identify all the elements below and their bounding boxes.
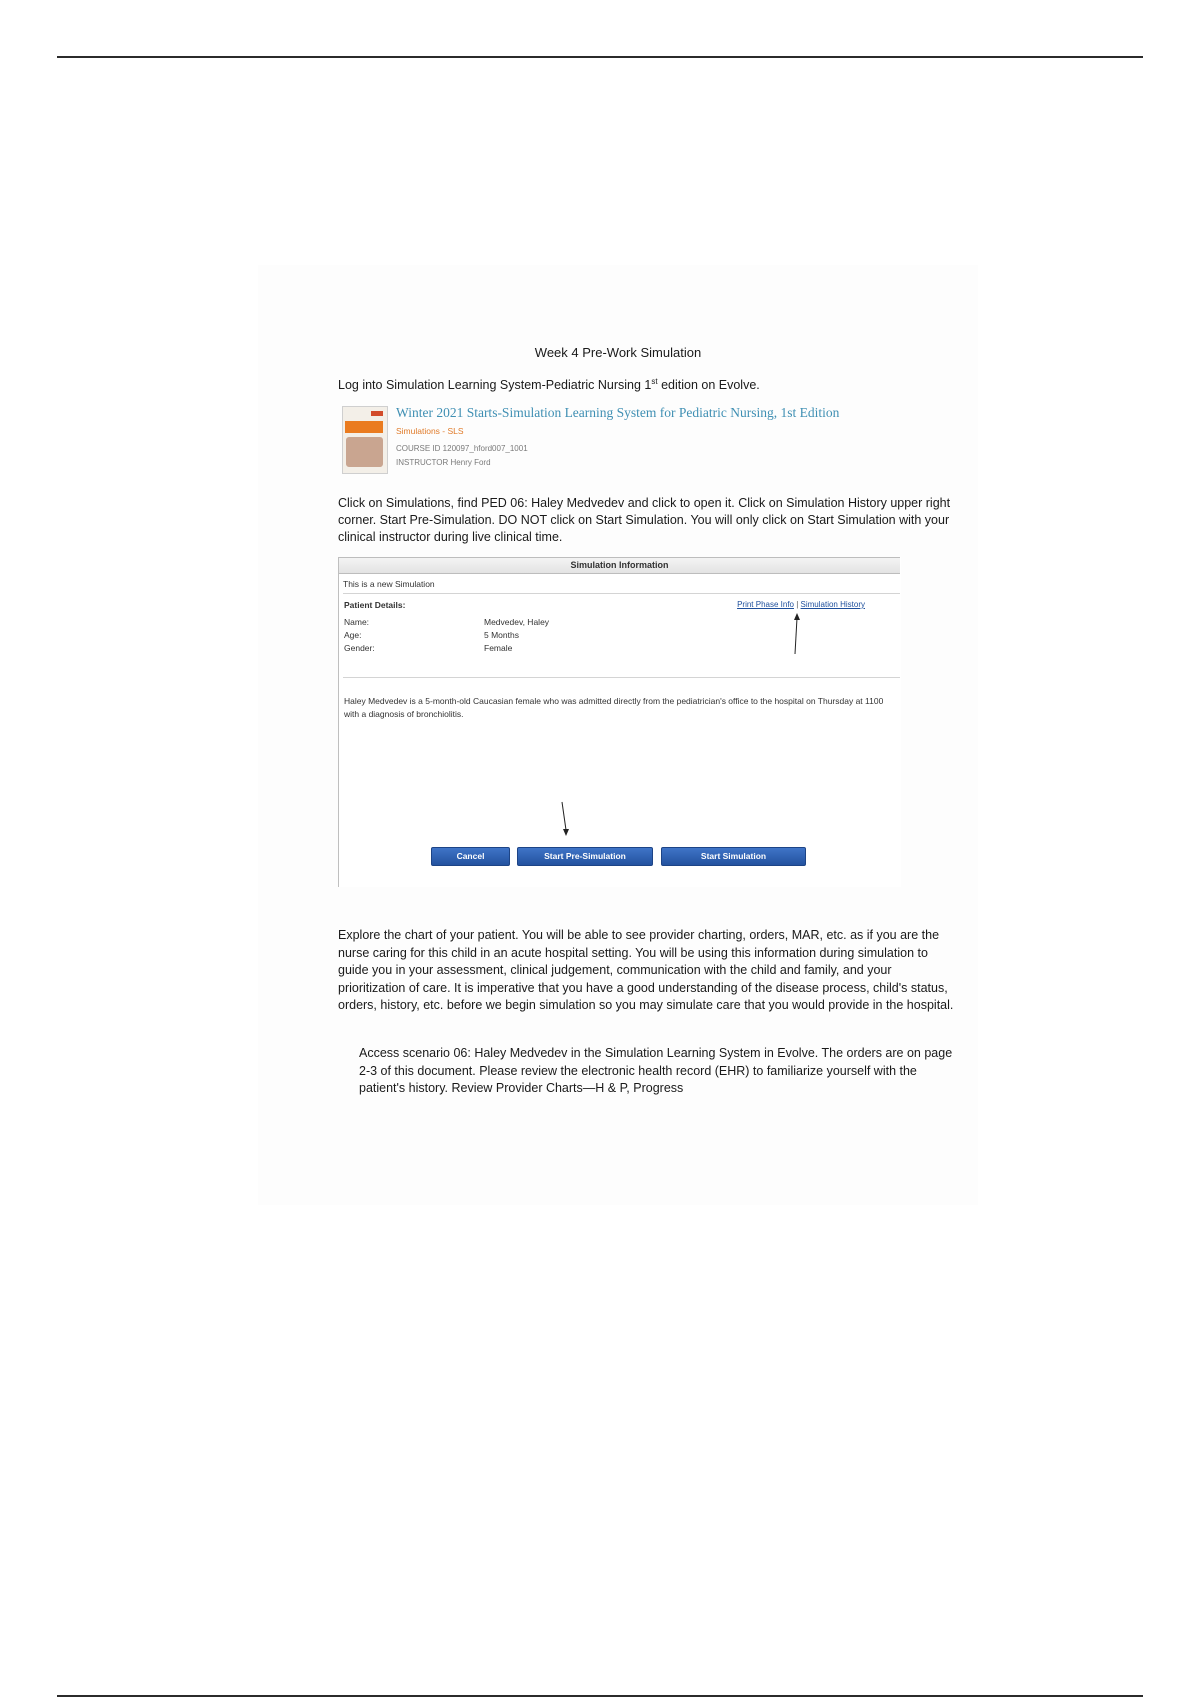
age-value: 5 Months [484,630,519,640]
gender-value: Female [484,643,513,653]
cancel-button[interactable]: Cancel [431,847,510,866]
intro-superscript: st [651,377,658,386]
top-rule [57,56,1143,58]
arrow-up-icon [789,612,809,657]
access-paragraph: Access scenario 06: Haley Medvedev in the Simulation Learning System in Evolve. The orders are on page 2-3 of this document. Please review the electronic health record (EHR) to familiarize yourself with the patient's history. Review Provider Charts—H & P, Progress [359,1046,953,1095]
intro-text: Log into Simulation Learning System-Pediatric Nursing 1 [338,378,652,393]
new-simulation-text: This is a new Simulation [343,579,435,589]
start-pre-simulation-button[interactable]: Start Pre-Simulation [517,847,653,866]
course-subtitle: Simulations - SLS [396,426,464,436]
patient-details-label: Patient Details: [344,600,406,610]
bottom-rule [57,1695,1143,1697]
age-label: Age: [344,630,362,640]
simulation-history-link[interactable]: Simulation History [800,600,865,609]
course-card[interactable] [342,403,942,475]
document-title: Week 4 Pre-Work Simulation [534,345,702,360]
patient-description: Haley Medvedev is a 5-month-old Caucasian female who was admitted directly from the pediatrician's office to the hospital on Thursday at 1100 with a diagnosis of bronchiolitis. [344,696,884,719]
divider [343,677,900,678]
link-separator: | [796,600,799,609]
course-title-link[interactable]: Winter 2021 Starts-Simulation Learning System for Pediatric Nursing, 1st Edition [396,405,840,420]
name-label: Name: [344,617,370,627]
course-id: COURSE ID 120097_hford007_1001 [396,444,528,453]
simulation-links [737,600,865,609]
gender-label: Gender: [344,643,375,653]
instructions-paragraph: Click on Simulations, find PED 06: Haley Medvedev and click to open it. Click on Simulation History upper right corner. Start Pre-Simulation. DO NOT click on Start Simulation. You will only click on Start Simulation with your clinical instructor during live clinical time. [338,496,951,544]
arrow-down-icon [559,800,579,840]
start-simulation-button[interactable]: Start Simulation [661,847,806,866]
divider [343,593,900,594]
document-page [258,265,978,1205]
book-cover-image [342,406,388,474]
intro-paragraph [338,373,958,394]
explore-paragraph: Explore the chart of your patient. You will be able to see provider charting, orders, MAR, etc. as if you are the nurse caring for this child in an acute hospital setting. You will be using this information during simulation to guide you in your assessment, clinical judgement, communication with the child and family, and your prioritization of care. It is imperative that you have a good understanding of the disease process, child's status, orders, history, etc. before we begin simulation so you may simulate care that you would provide in the hospital. [338,928,954,1012]
print-phase-info-link[interactable]: Print Phase Info [737,600,794,609]
course-instructor: INSTRUCTOR Henry Ford [396,458,491,467]
simulation-info-header: Simulation Information [339,557,900,574]
intro-text-end: edition on Evolve. [657,378,760,393]
name-value: Medvedev, Haley [484,617,550,627]
simulation-info-screenshot [338,557,901,887]
